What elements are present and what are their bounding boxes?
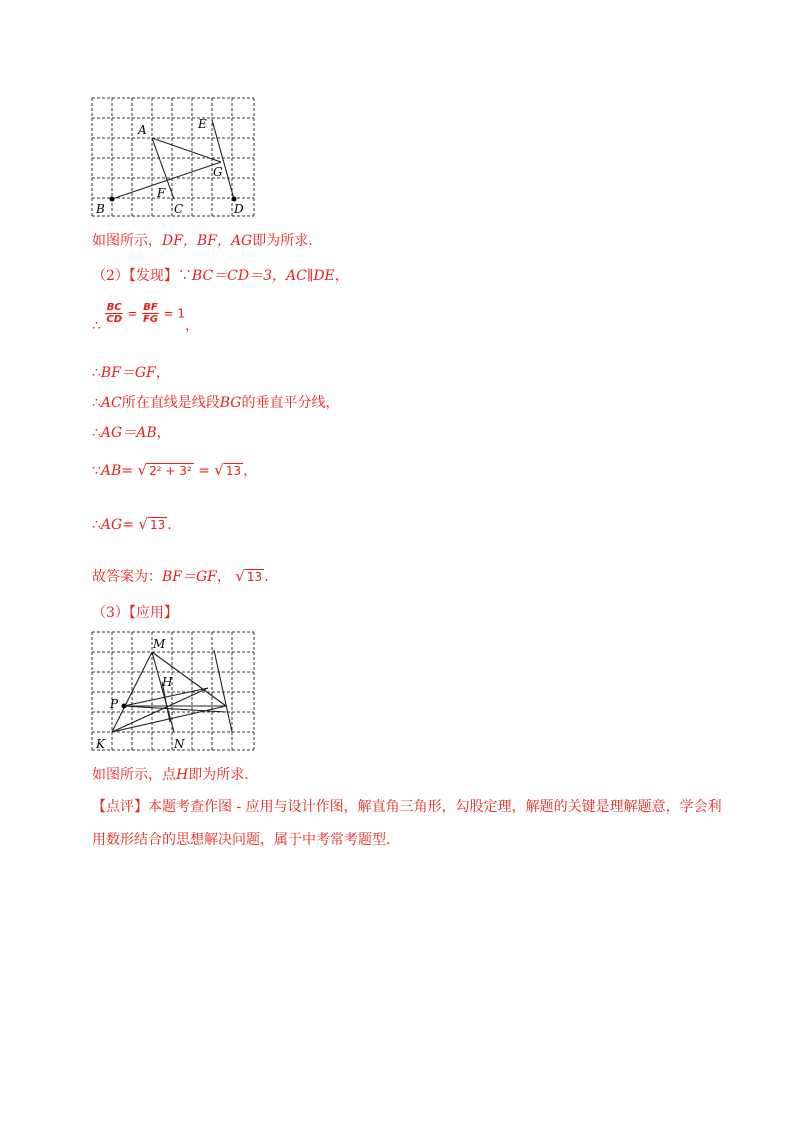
point-B — [110, 197, 115, 202]
sqrt-13: √ 13 — [214, 461, 242, 479]
sqrt-radicand: √ 2² + 3² — [137, 461, 192, 479]
label-H: H — [162, 675, 173, 689]
discovery-heading: （2）【发现】∵BC＝CD＝3，AC∥DE， — [92, 268, 349, 284]
application-heading: （3）【应用】 — [92, 605, 178, 621]
fraction-bf-fg: $\frac{BF}{FG}$ — [142, 302, 159, 325]
line-ag-ab: ∴AG＝AB， — [92, 425, 171, 441]
label-N: N — [174, 737, 185, 751]
review-line-2: 用数形结合的思想解决问题，属于中考常考题型. — [92, 832, 391, 848]
conclusion-line-1: 如图所示，DF，BF，AG即为所求. — [92, 233, 313, 249]
conclusion-line-2: 如图所示，点H即为所求. — [92, 767, 249, 783]
label-G: G — [213, 165, 223, 179]
label-C: C — [174, 202, 184, 216]
label-A: A — [138, 123, 147, 137]
line-ab-value: ∵AB= √ 2² + 3² = √ 13 ， — [92, 461, 258, 479]
fraction-bc-cd: $\frac{BC}{CD}$ — [106, 302, 123, 325]
grid-figure-1 — [90, 96, 260, 220]
grid-figure-2 — [90, 630, 260, 754]
line-bf-gf: ∴BF＝GF， — [92, 365, 170, 381]
label-E: E — [198, 117, 207, 131]
line-perpendicular-bisector: ∴AC所在直线是线段BG的垂直平分线， — [92, 395, 340, 411]
point-P — [122, 704, 127, 709]
label-B: B — [96, 202, 105, 216]
sqrt-13: √ 13 — [138, 515, 166, 533]
label-K: K — [96, 737, 105, 751]
answer-line: 故答案为：BF＝GF， √ 13 . — [92, 567, 269, 585]
segment-vertical — [214, 650, 232, 732]
sqrt-13: √ 13 — [235, 567, 263, 585]
segment-BG — [112, 162, 221, 199]
label-M: M — [153, 637, 166, 651]
label-P: P — [110, 697, 119, 711]
fraction-equation: ∴ $\frac{BC}{CD}$ = $\frac{BF}{FG}$ = 1， — [92, 302, 199, 334]
review-line-1: 【点评】本题考查作图 - 应用与设计作图，解直角三角形，勾股定理，解题的关键是理解题意，学会利 — [92, 799, 722, 815]
line-ag-value: ∴AG= √ 13 . — [92, 515, 172, 533]
point-D — [232, 197, 237, 202]
label-D: D — [234, 202, 244, 216]
label-F: F — [157, 186, 166, 200]
